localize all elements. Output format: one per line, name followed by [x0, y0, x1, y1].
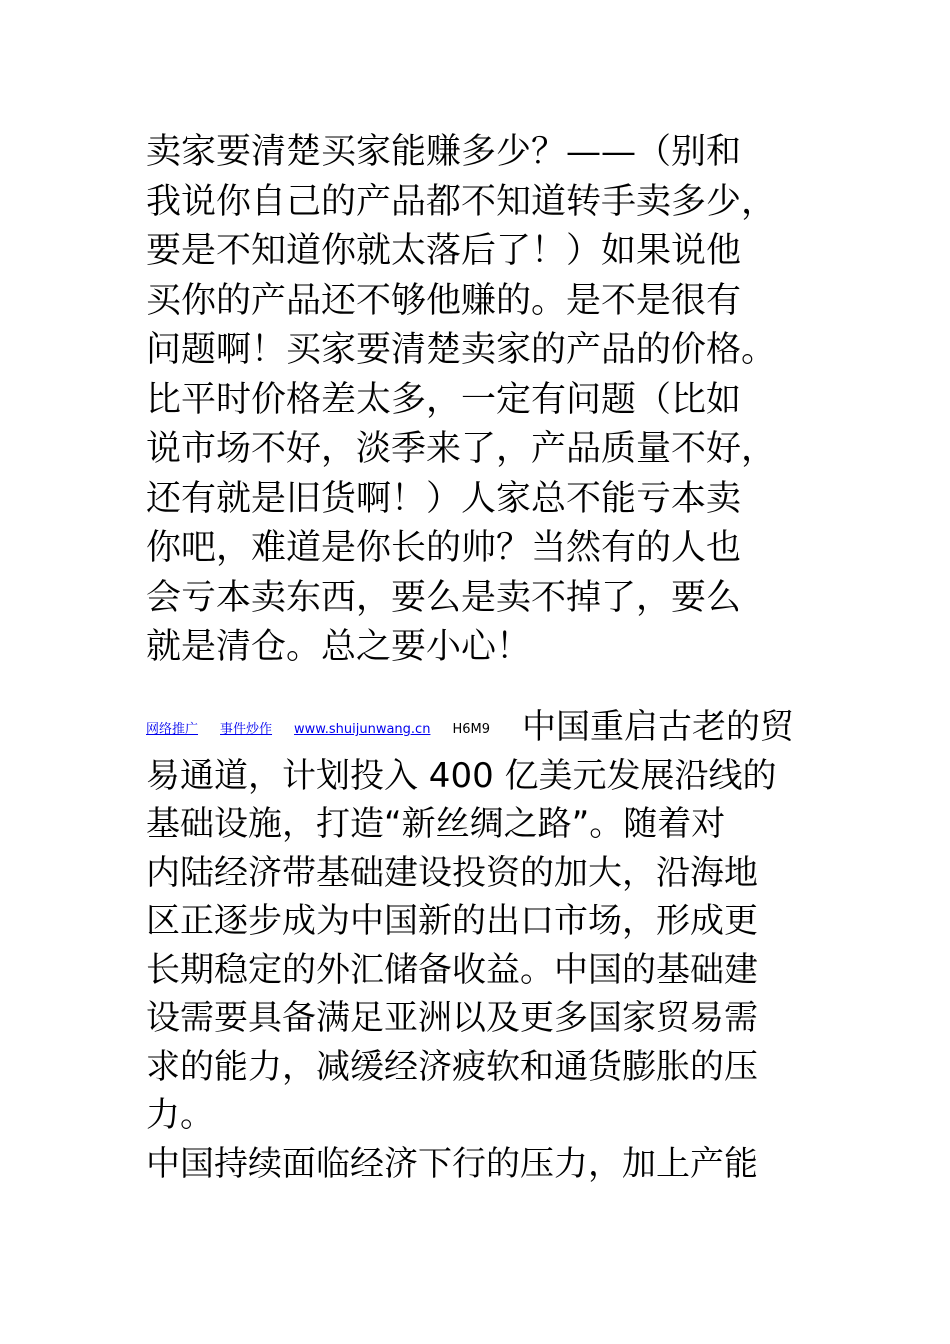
paragraph-1 — [146, 128, 846, 673]
text-line: 中国持续面临经济下行的压力，加上产能 — [146, 1143, 758, 1184]
text-line: 问题啊！买家要清楚卖家的产品的价格。 — [146, 330, 777, 370]
text-line: 内陆经济带基础建设投资的加大，沿海地 — [146, 852, 758, 893]
text-line: 说市场不好，淡季来了，产品质量不好， — [146, 429, 777, 469]
text-line: 我说你自己的产品都不知道转手卖多少， — [146, 181, 777, 222]
code-text: H6M9 — [452, 722, 490, 737]
text-line: 求的能力，减缓经济疲软和通货膨胀的压 — [146, 1046, 758, 1087]
text-line: 你吧，难道是你长的帅？当然有的人也 — [146, 528, 742, 568]
text-line: 要是不知道你就太落后了！）如果说他 — [146, 231, 742, 271]
text-line: 比平时价格差太多，一定有问题（比如 — [146, 379, 742, 420]
text-line: 就是清仓。总之要小心！ — [146, 627, 532, 667]
text-line: 设需要具备满足亚洲以及更多国家贸易需 — [146, 998, 758, 1038]
text-line: 中国重启古老的贸 — [522, 707, 794, 747]
text-line: 区正逐步成为中国新的出口市场，形成更 — [146, 901, 758, 941]
text-line: 长期稳定的外汇储备收益。中国的基础建 — [146, 949, 758, 990]
text-line: 买你的产品还不够他赚的。是不是很有 — [146, 280, 742, 321]
text-line: 易通道，计划投入 400 亿美元发展沿线的 — [146, 755, 777, 796]
text-line: 还有就是旧货啊！）人家总不能亏本卖 — [146, 478, 742, 519]
text-line: 会亏本卖东西，要么是卖不掉了，要么 — [146, 577, 742, 618]
text-line: 力。 — [146, 1095, 214, 1135]
text-line: 基础设施，打造“新丝绸之路”。随着对 — [146, 804, 726, 844]
link-website[interactable]: www.shuijunwang.cn — [294, 722, 431, 737]
paragraph-2 — [146, 703, 846, 1188]
link-event-hype[interactable]: 事件炒作 — [220, 722, 273, 737]
text-line: 卖家要清楚买家能赚多少？——（别和 — [146, 132, 742, 172]
link-network-promotion[interactable]: 网络推广 — [146, 722, 199, 737]
